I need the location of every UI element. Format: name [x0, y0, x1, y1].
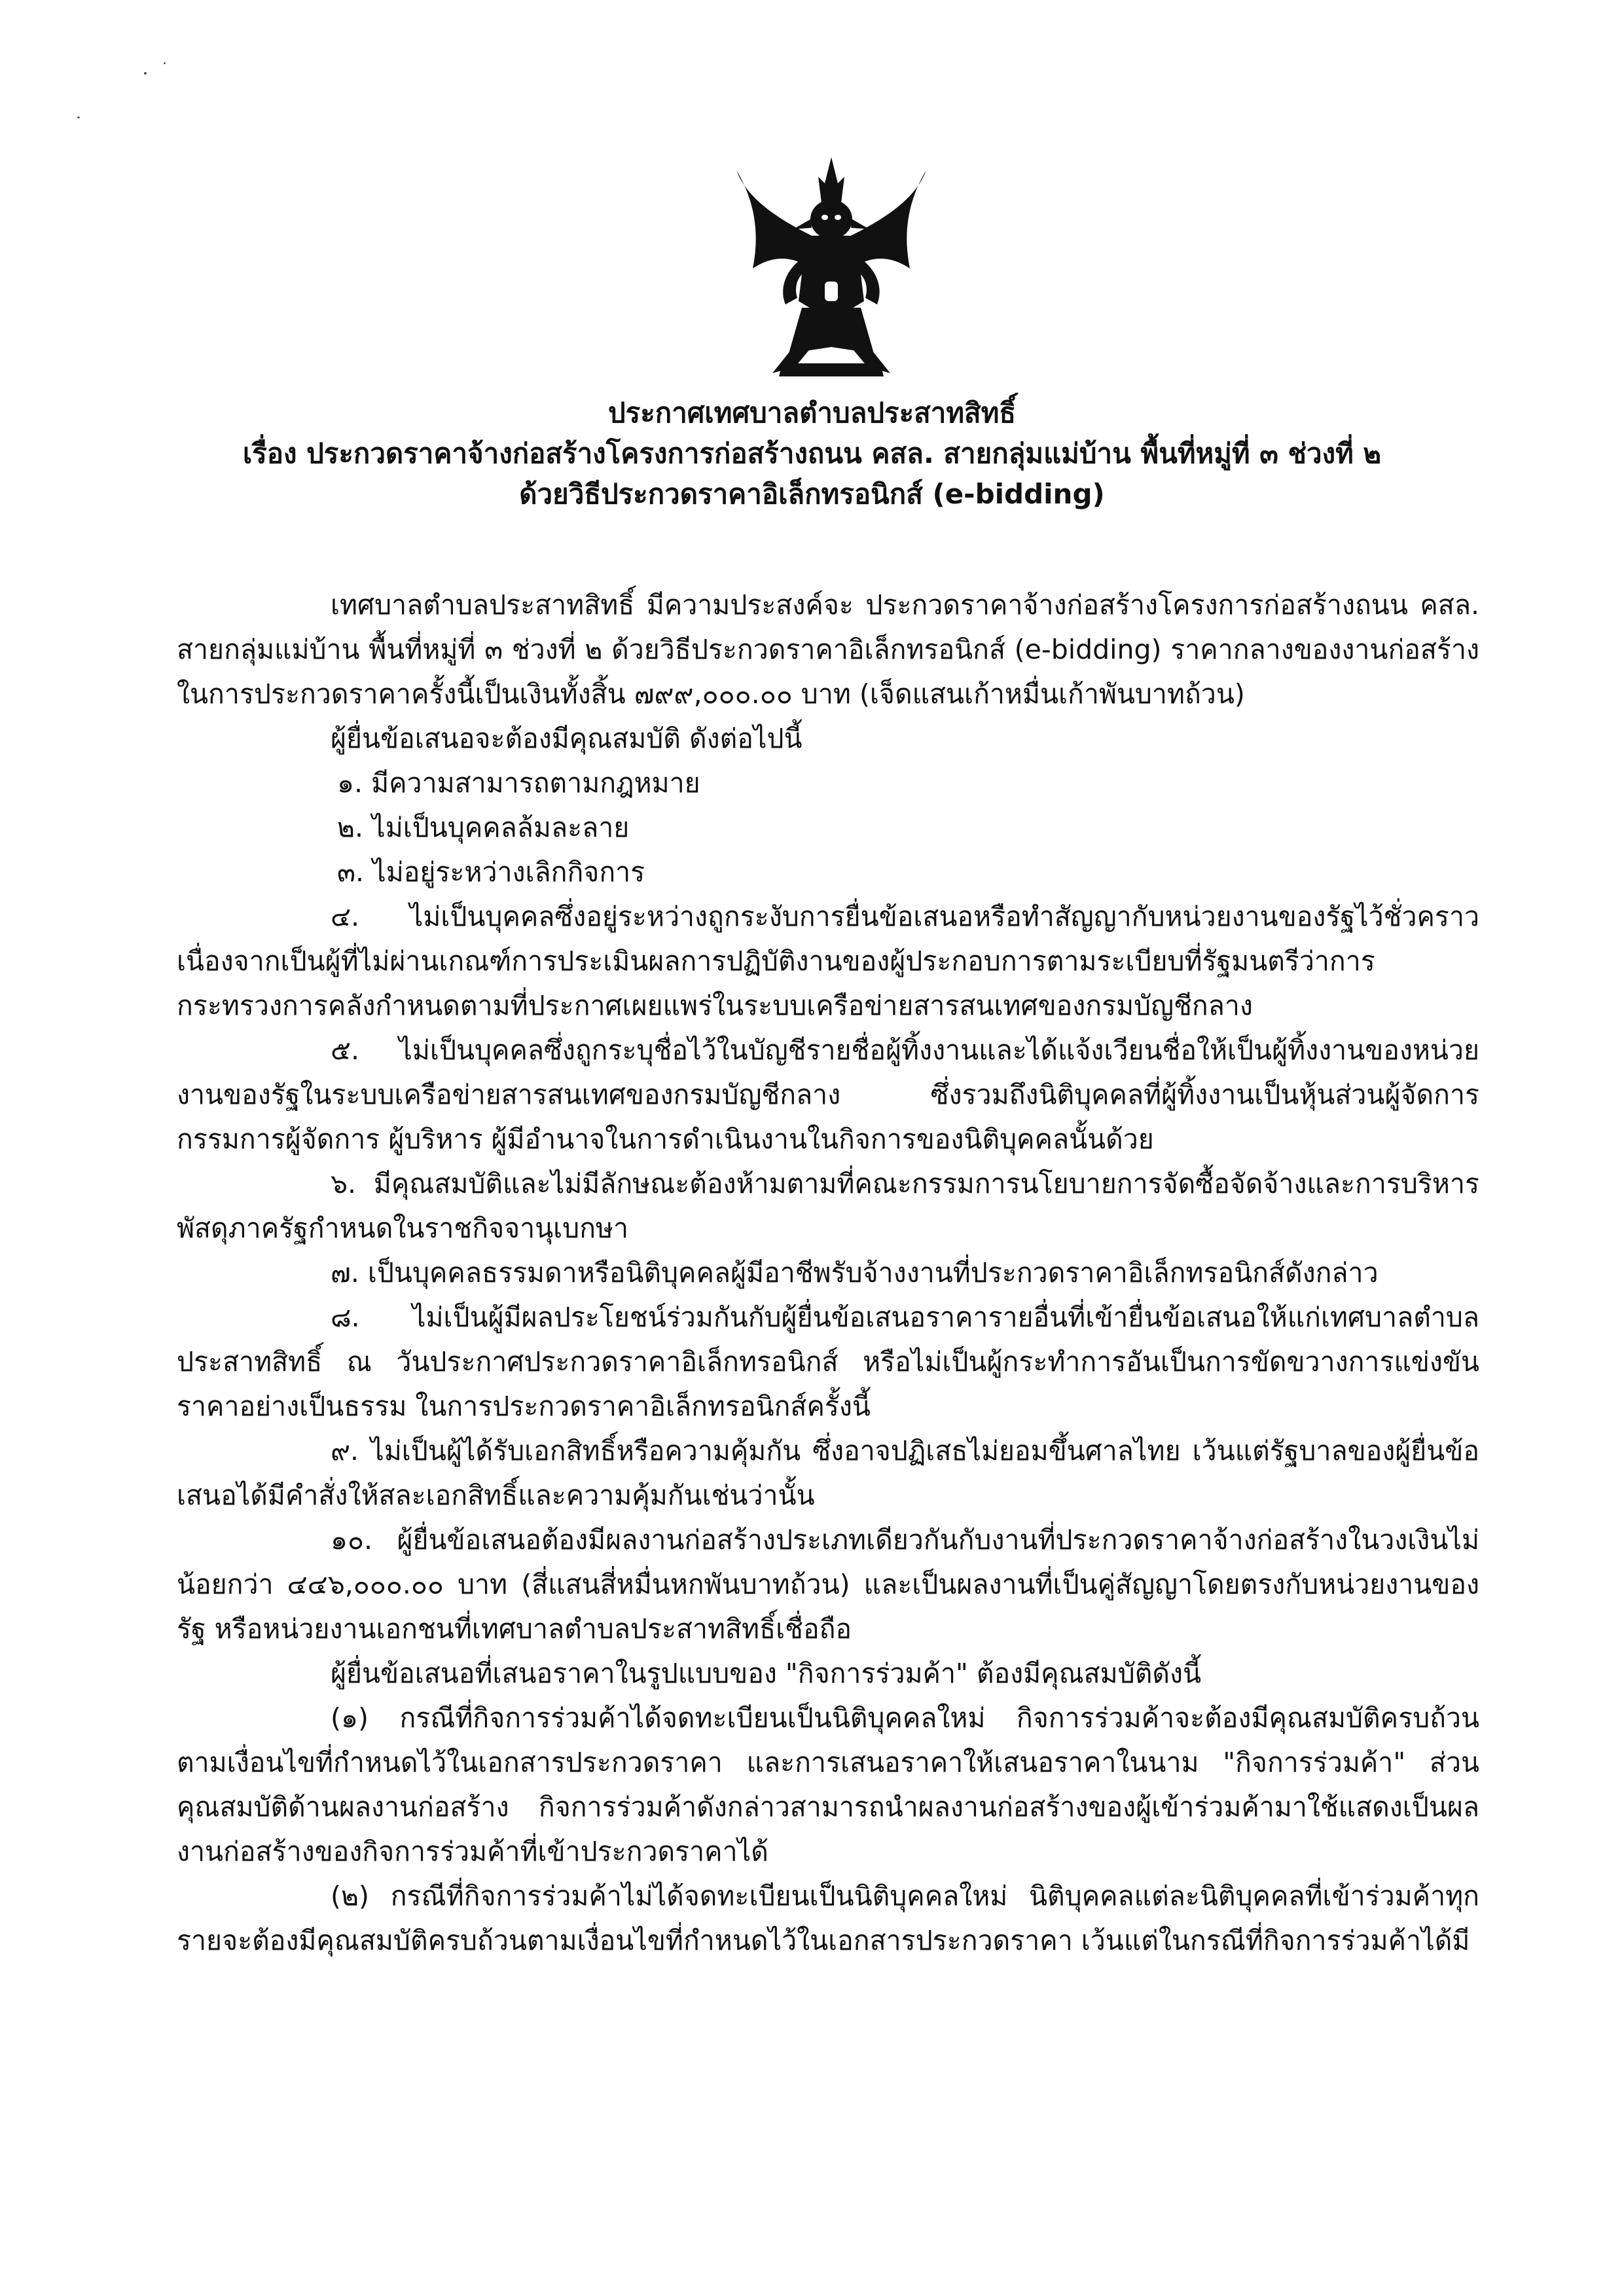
joint-venture-heading: ผู้ยื่นข้อเสนอที่เสนอราคาในรูปแบบของ "กิจการร่วมค้า" ต้องมีคุณสมบัติดังนี้ — [331, 1658, 1202, 1689]
announcement-title — [0, 393, 1624, 515]
qualification-item-2: ๒. ไม่เป็นบุคคลล้มละลาย — [337, 812, 630, 843]
qualification-item-1: ๑. มีความสามารถตามกฎหมาย — [337, 767, 700, 799]
scan-speck — [77, 117, 80, 118]
scan-speck — [164, 62, 166, 64]
qualification-item-6: ๖. มีคุณสมบัติและไม่มีลักษณะต้องห้ามตามที่คณะกรรมการนโยบายการจัดซื้อจัดจ้างและการบริหารพัสดุภาครัฐกำหนดในราชกิจจานุเบกษา — [177, 1168, 1479, 1244]
qualification-item-7: ๗. เป็นบุคคลธรรมดาหรือนิติบุคคลผู้มีอาชีพรับจ้างงานที่ประกวดราคาอิเล็กทรอนิกส์ดังกล่าว — [331, 1257, 1379, 1288]
intro-paragraph: เทศบาลตำบลประสาทสิทธิ์ มีความประสงค์จะ ประกวดราคาจ้างก่อสร้างโครงการก่อสร้างถนน คสล. สายกลุ่มแม่บ้าน พื้นที่หมู่ที่ ๓ ช่วงที่ ๒ ด้วยวิธีประกวดราคาอิเล็กทรอนิกส์ (e-bidding) ราคากลางของงานก่อสร้างในการประกวดราคาครั้งนี้เป็นเงินทั้งสิ้น ๗๙๙,๐๐๐.๐๐ บาท (เจ็ดแสนเก้าหมื่นเก้าพันบาทถ้วน) — [177, 589, 1479, 710]
qualifications-heading: ผู้ยื่นข้อเสนอจะต้องมีคุณสมบัติ ดังต่อไปนี้ — [331, 723, 803, 754]
garuda-emblem-icon — [733, 157, 929, 380]
joint-venture-item-1: (๑) กรณีที่กิจการร่วมค้าได้จดทะเบียนเป็นนิติบุคคลใหม่ กิจการร่วมค้าจะต้องมีคุณสมบัติครบถ้วนตามเงื่อนไขที่กำหนดไว้ในเอกสารประกวดราคา และการเสนอราคาให้เสนอราคาในนาม "กิจการร่วมค้า" ส่วนคุณสมบัติด้านผลงานก่อสร้าง กิจการร่วมค้าดังกล่าวสามารถนำผลงานก่อสร้างของผู้เข้าร่วมค้ามาใช้แสดงเป็นผลงานก่อสร้างของกิจการร่วมค้าที่เข้าประกวดราคาได้ — [177, 1702, 1479, 1867]
scan-speck — [144, 72, 147, 75]
qualification-item-9: ๙. ไม่เป็นผู้ได้รับเอกสิทธิ์หรือความคุ้มกัน ซึ่งอาจปฏิเสธไม่ยอมขึ้นศาลไทย เว้นแต่รัฐบาลของผู้ยื่นข้อเสนอได้มีคำสั่งให้สละเอกสิทธิ์และความคุ้มกันเช่นว่านั้น — [177, 1435, 1479, 1511]
qualification-item-10: ๑๐. ผู้ยื่นข้อเสนอต้องมีผลงานก่อสร้างประเภทเดียวกันกับงานที่ประกวดราคาจ้างก่อสร้างในวงเงินไม่น้อยกว่า ๔๔๖,๐๐๐.๐๐ บาท (สี่แสนสี่หมื่นหกพันบาทถ้วน) และเป็นผลงานที่เป็นคู่สัญญาโดยตรงกับหน่วยงานของรัฐ หรือหน่วยงานเอกชนที่เทศบาลตำบลประสาทสิทธิ์เชื่อถือ — [177, 1524, 1479, 1645]
qualification-item-4: ๔. ไม่เป็นบุคคลซึ่งอยู่ระหว่างถูกระงับการยื่นข้อเสนอหรือทำสัญญากับหน่วยงานของรัฐไว้ชั่วคราว เนื่องจากเป็นผู้ที่ไม่ผ่านเกณฑ์การประเมินผลการปฏิบัติงานของผู้ประกอบการตามระเบียบที่รัฐมนตรีว่าการกระทรวงการคลังกำหนดตามที่ประกาศเผยแพร่ในระบบเครือข่ายสารสนเทศของกรมบัญชีกลาง — [177, 901, 1479, 1021]
qualification-item-8: ๘. ไม่เป็นผู้มีผลประโยชน์ร่วมกันกับผู้ยื่นข้อเสนอราคารายอื่นที่เข้ายื่นข้อเสนอให้แก่เทศบาลตำบลประสาทสิทธิ์ ณ วันประกาศประกวดราคาอิเล็กทรอนิกส์ หรือไม่เป็นผู้กระทำการอันเป็นการขัดขวางการแข่งขันราคาอย่างเป็นธรรม ในการประกวดราคาอิเล็กทรอนิกส์ครั้งนี้ — [177, 1302, 1479, 1422]
method-title: ด้วยวิธีประกวดราคาอิเล็กทรอนิกส์ (e-bidding) — [519, 478, 1105, 510]
qualification-item-3: ๓. ไม่อยู่ระหว่างเลิกกิจการ — [337, 856, 645, 888]
issuer-title: ประกาศเทศบาลตำบลประสาทสิทธิ์ — [607, 397, 1017, 429]
announcement-body — [177, 583, 1479, 1963]
qualification-item-5: ๕. ไม่เป็นบุคคลซึ่งถูกระบุชื่อไว้ในบัญชีรายชื่อผู้ทิ้งงานและได้แจ้งเวียนชื่อให้เป็นผู้ทิ้งงานของหน่วยงานของรัฐในระบบเครือข่ายสารสนเทศของกรมบัญชีกลาง ซึ่งรวมถึงนิติบุคคลที่ผู้ทิ้งงานเป็นหุ้นส่วนผู้จัดการ กรรมการผู้จัดการ ผู้บริหาร ผู้มีอำนาจในการดำเนินงานในกิจการของนิติบุคคลนั้นด้วย — [177, 1034, 1479, 1155]
joint-venture-item-2: (๒) กรณีที่กิจการร่วมค้าไม่ได้จดทะเบียนเป็นนิติบุคคลใหม่ นิติบุคคลแต่ละนิติบุคคลที่เข้าร่วมค้าทุกรายจะต้องมีคุณสมบัติครบถ้วนตามเงื่อนไขที่กำหนดไว้ในเอกสารประกวดราคา เว้นแต่ในกรณีที่กิจการร่วมค้าได้มี — [177, 1880, 1479, 1956]
subject-title: เรื่อง ประกวดราคาจ้างก่อสร้างโครงการก่อสร้างถนน คสล. สายกลุ่มแม่บ้าน พื้นที่หมู่ที่ ๓ ช่วงที่ ๒ — [242, 437, 1382, 469]
